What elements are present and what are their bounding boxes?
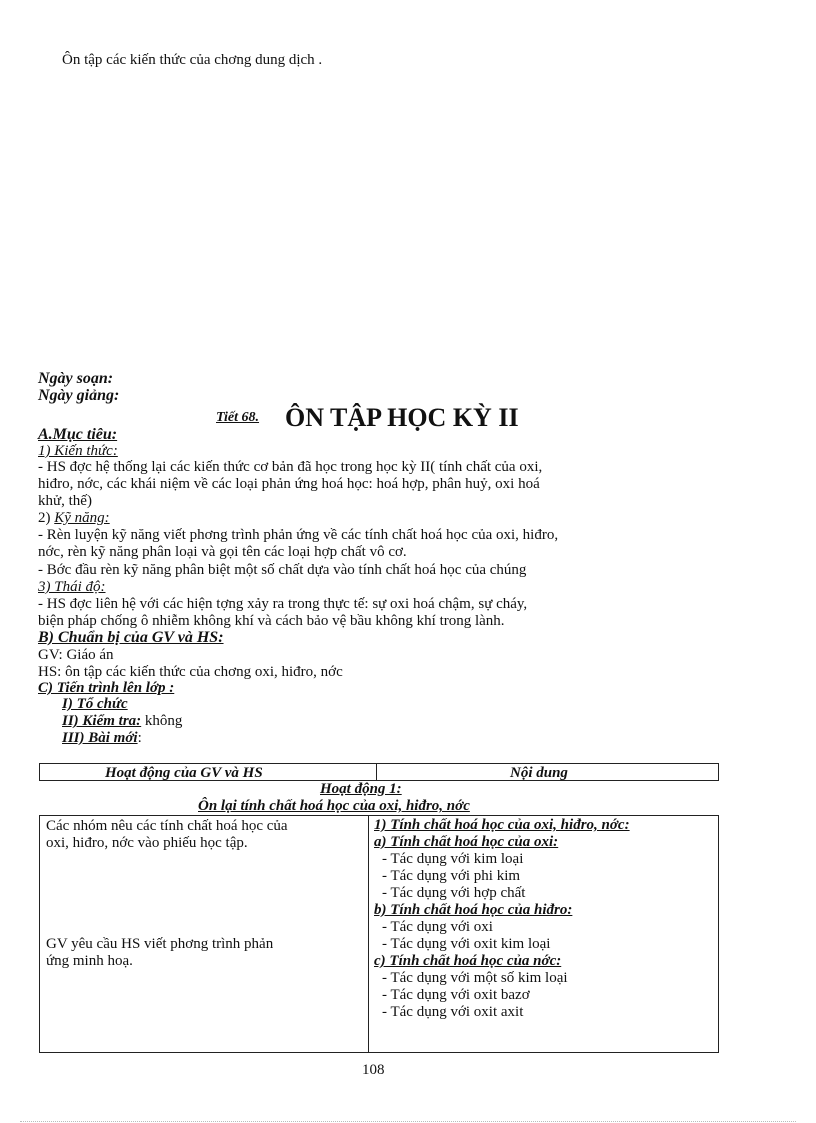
page-bottom-rule xyxy=(20,1121,796,1122)
table-header-divider xyxy=(376,763,377,781)
oxygen-item: - Tác dụng với kim loại xyxy=(382,851,524,867)
section-objectives: A.Mục tiêu: xyxy=(38,426,118,443)
oxygen-item: - Tác dụng với phi kim xyxy=(382,868,521,884)
column-header-activities: Hoạt động của GV và HS xyxy=(105,765,263,781)
column-header-content: Nội dung xyxy=(510,765,568,781)
content-heading: 1) Tính chất hoá học của oxi, hiđro, nớc: xyxy=(374,817,630,833)
skills-line: - Rèn luyện kỹ năng viết phơng trình phản ứng về các tính chất hoá học của oxi, hiđro, xyxy=(38,527,559,543)
oxygen-item: - Tác dụng với hợp chất xyxy=(382,885,526,901)
skills-heading xyxy=(38,511,110,526)
ngay-giang: Ngày giảng: xyxy=(38,387,120,404)
attitude-line: biện pháp chống ô nhiễm không khí và cách bảo vệ bầu không khí trong lành. xyxy=(38,613,505,629)
hydrogen-item: - Tác dụng với oxi xyxy=(382,919,493,935)
attitude-label: 3) Thái độ: xyxy=(38,579,106,595)
lesson-number: Tiết 68. xyxy=(216,410,260,425)
activity-subtitle: Ôn lại tính chất hoá học của oxi, hiđro, nớc xyxy=(198,798,470,814)
ngay-soan: Ngày soạn: xyxy=(38,370,114,387)
top-note: Ôn tập các kiến thức của chơng dung dịch . xyxy=(62,52,323,68)
water-item: - Tác dụng với oxit bazơ xyxy=(382,987,530,1003)
section-preparation: B) Chuẩn bị của GV và HS: xyxy=(38,629,224,646)
water-item: - Tác dụng với oxit axit xyxy=(382,1004,524,1020)
section-procedure: C) Tiến trình lên lớp : xyxy=(38,680,175,696)
attitude-line: - HS đợc liên hệ với các hiện tợng xảy ra trong thực tế: sự oxi hoá chậm, sự cháy, xyxy=(38,596,528,612)
hydrogen-heading: b) Tính chất hoá học của hiđro: xyxy=(374,902,573,918)
knowledge-label: 1) Kiến thức: xyxy=(38,443,118,459)
teacher-prep: GV: Giáo án xyxy=(38,647,114,663)
hydrogen-item: - Tác dụng với oxit kim loại xyxy=(382,936,551,952)
table-body-divider xyxy=(368,815,369,1053)
knowledge-line: - HS đợc hệ thống lại các kiến thức cơ bản đã học trong học kỳ II( tính chất của oxi, xyxy=(38,459,543,475)
step-check xyxy=(62,714,182,729)
step-organization: I) Tổ chức xyxy=(62,696,128,712)
check-label: II) Kiểm tra: xyxy=(62,713,142,729)
new-lesson-label: III) Bài mới xyxy=(62,730,138,746)
left-cell-line: GV yêu cầu HS viết phơng trình phản xyxy=(46,936,274,952)
step-new-lesson xyxy=(62,731,142,746)
water-heading: c) Tính chất hoá học của nớc: xyxy=(374,953,562,969)
activity-title: Hoạt động 1: xyxy=(320,781,402,797)
left-cell-line: ứng minh hoạ. xyxy=(46,953,133,969)
oxygen-heading: a) Tính chất hoá học của oxi: xyxy=(374,834,559,850)
page-number: 108 xyxy=(362,1062,385,1078)
left-cell-line: oxi, hiđro, nớc vào phiếu học tập. xyxy=(46,835,248,851)
water-item: - Tác dụng với một số kim loại xyxy=(382,970,568,986)
skills-line: - Bớc đầu rèn kỹ năng phân biệt một số chất dựa vào tính chất hoá học của chúng xyxy=(38,562,527,578)
new-lesson-colon: : xyxy=(137,730,142,746)
skills-number: 2) xyxy=(38,510,55,526)
skills-label: Kỹ năng: xyxy=(54,510,110,526)
check-value: không xyxy=(141,713,183,729)
left-cell-line: Các nhóm nêu các tính chất hoá học của xyxy=(46,818,288,834)
knowledge-line: hiđro, nớc, các khái niệm về các loại phản ứng hoá học: hoá hợp, phân huỷ, oxi hoá xyxy=(38,476,540,492)
knowledge-line: khử, thế) xyxy=(38,493,92,509)
student-prep: HS: ôn tập các kiến thức của chơng oxi, hiđro, nớc xyxy=(38,664,343,680)
page-title: ÔN TẬP HỌC KỲ II xyxy=(285,403,519,432)
skills-line: nớc, rèn kỹ năng phân loại và gọi tên các loại hợp chất vô cơ. xyxy=(38,544,407,560)
